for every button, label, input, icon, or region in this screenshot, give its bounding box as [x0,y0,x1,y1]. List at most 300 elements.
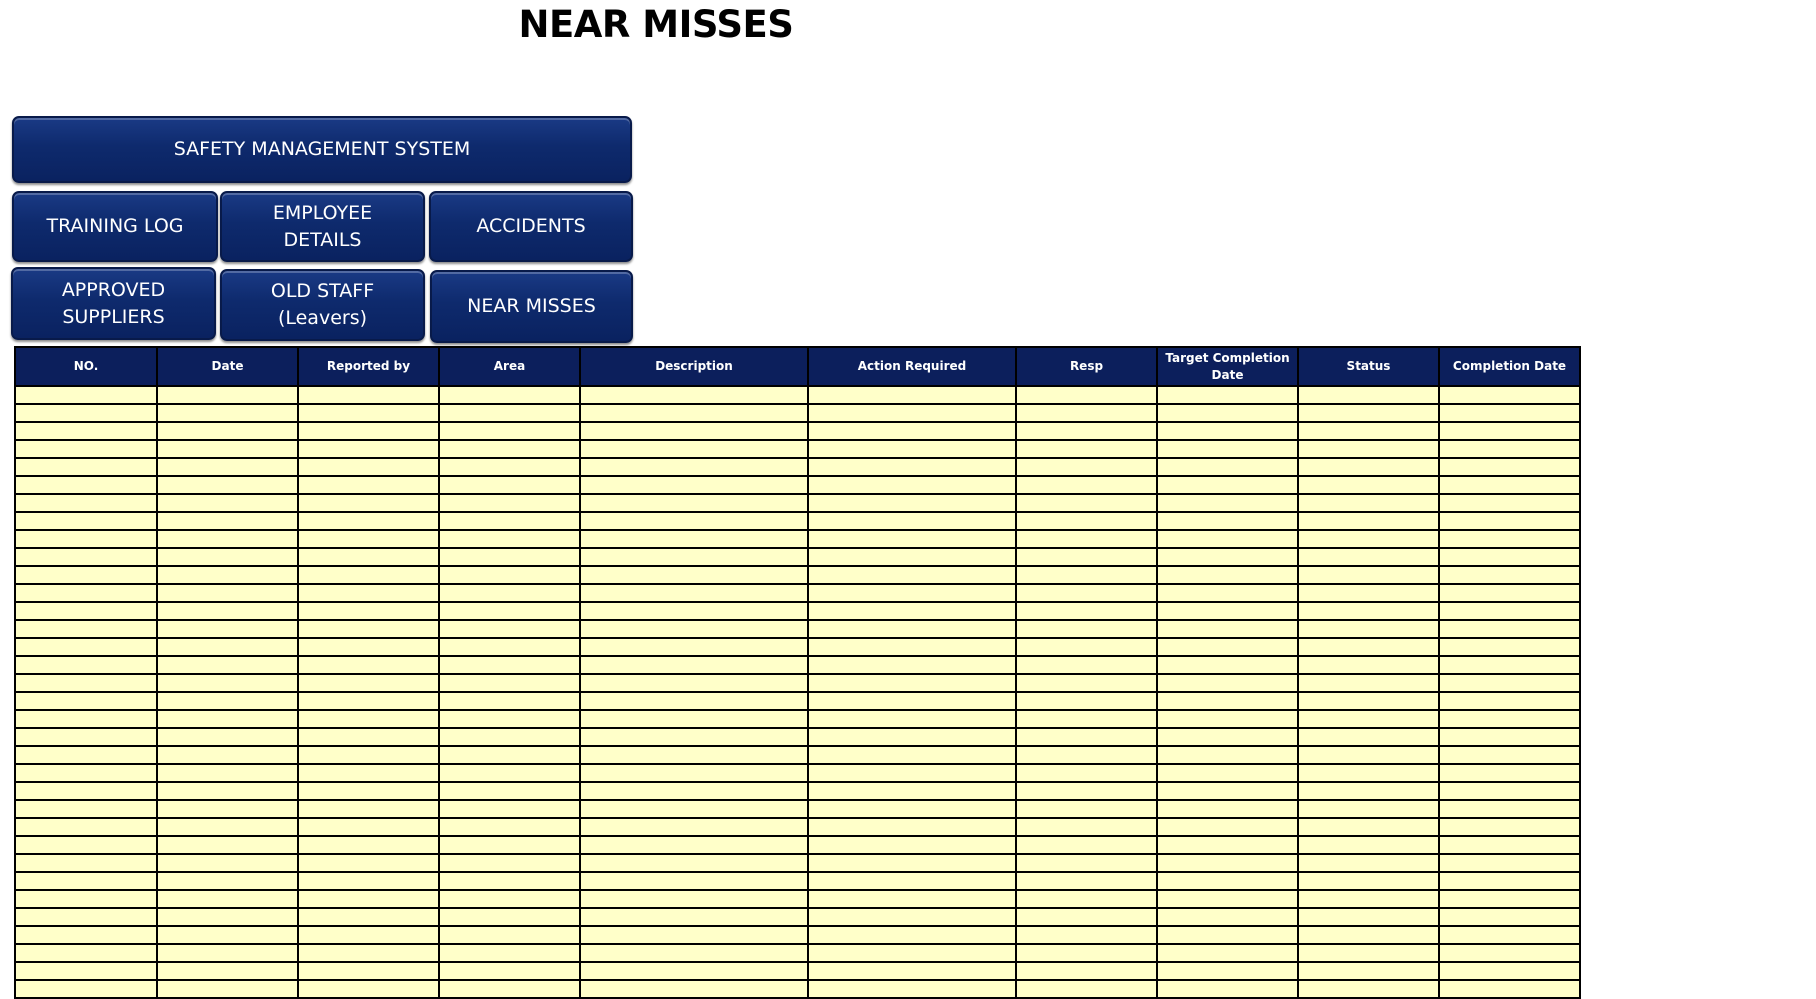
table-cell[interactable] [580,908,808,926]
table-cell[interactable] [298,818,439,836]
table-cell[interactable] [580,404,808,422]
table-cell[interactable] [1439,746,1580,764]
table-cell[interactable] [1157,944,1298,962]
table-cell[interactable] [1016,872,1157,890]
table-cell[interactable] [157,458,298,476]
table-cell[interactable] [808,890,1016,908]
table-cell[interactable] [1298,638,1439,656]
table-cell[interactable] [15,944,157,962]
table-cell[interactable] [808,566,1016,584]
table-cell[interactable] [157,728,298,746]
table-cell[interactable] [1439,620,1580,638]
table-cell[interactable] [298,728,439,746]
table-cell[interactable] [439,890,580,908]
table-cell[interactable] [298,620,439,638]
table-cell[interactable] [298,638,439,656]
table-cell[interactable] [157,764,298,782]
table-cell[interactable] [1439,458,1580,476]
table-cell[interactable] [1298,476,1439,494]
table-cell[interactable] [157,872,298,890]
table-cell[interactable] [298,404,439,422]
table-cell[interactable] [808,584,1016,602]
table-cell[interactable] [439,728,580,746]
table-cell[interactable] [1157,440,1298,458]
table-cell[interactable] [298,674,439,692]
table-cell[interactable] [808,458,1016,476]
table-cell[interactable] [439,782,580,800]
table-cell[interactable] [808,926,1016,944]
table-cell[interactable] [1157,728,1298,746]
table-cell[interactable] [298,494,439,512]
table-cell[interactable] [580,440,808,458]
table-cell[interactable] [1157,710,1298,728]
table-cell[interactable] [439,818,580,836]
table-cell[interactable] [157,584,298,602]
table-cell[interactable] [1016,512,1157,530]
table-cell[interactable] [1298,404,1439,422]
table-cell[interactable] [1016,530,1157,548]
table-cell[interactable] [439,512,580,530]
table-cell[interactable] [808,530,1016,548]
table-cell[interactable] [298,800,439,818]
table-cell[interactable] [15,404,157,422]
table-cell[interactable] [1016,800,1157,818]
table-cell[interactable] [15,656,157,674]
table-cell[interactable] [580,386,808,404]
table-cell[interactable] [1016,494,1157,512]
table-cell[interactable] [157,692,298,710]
table-cell[interactable] [808,800,1016,818]
table-cell[interactable] [1157,890,1298,908]
table-cell[interactable] [1298,386,1439,404]
table-cell[interactable] [1016,710,1157,728]
table-cell[interactable] [1157,836,1298,854]
table-cell[interactable] [439,548,580,566]
table-cell[interactable] [1439,656,1580,674]
table-cell[interactable] [157,440,298,458]
table-cell[interactable] [1298,800,1439,818]
table-cell[interactable] [580,458,808,476]
table-cell[interactable] [1298,944,1439,962]
table-cell[interactable] [1439,944,1580,962]
table-cell[interactable] [1157,584,1298,602]
table-cell[interactable] [298,782,439,800]
accidents-button[interactable]: ACCIDENTS [429,191,633,262]
table-cell[interactable] [1157,926,1298,944]
table-cell[interactable] [1439,926,1580,944]
table-cell[interactable] [1298,494,1439,512]
table-cell[interactable] [1298,602,1439,620]
table-cell[interactable] [580,620,808,638]
table-cell[interactable] [157,476,298,494]
table-cell[interactable] [1016,566,1157,584]
table-cell[interactable] [1157,512,1298,530]
table-cell[interactable] [580,854,808,872]
table-cell[interactable] [1439,422,1580,440]
table-cell[interactable] [1298,764,1439,782]
table-cell[interactable] [15,980,157,998]
table-cell[interactable] [1016,944,1157,962]
table-cell[interactable] [15,962,157,980]
table-cell[interactable] [1016,674,1157,692]
table-cell[interactable] [15,494,157,512]
table-cell[interactable] [1298,584,1439,602]
table-cell[interactable] [1439,836,1580,854]
table-cell[interactable] [808,872,1016,890]
table-cell[interactable] [157,908,298,926]
table-cell[interactable] [1016,548,1157,566]
table-cell[interactable] [808,818,1016,836]
table-cell[interactable] [1439,530,1580,548]
table-cell[interactable] [1298,746,1439,764]
table-cell[interactable] [808,404,1016,422]
table-cell[interactable] [298,944,439,962]
table-cell[interactable] [1298,926,1439,944]
table-cell[interactable] [15,476,157,494]
table-cell[interactable] [298,836,439,854]
table-cell[interactable] [1157,386,1298,404]
table-cell[interactable] [15,926,157,944]
table-cell[interactable] [1157,962,1298,980]
table-cell[interactable] [157,926,298,944]
table-cell[interactable] [1439,476,1580,494]
table-cell[interactable] [1298,674,1439,692]
table-cell[interactable] [439,584,580,602]
table-cell[interactable] [1439,638,1580,656]
table-cell[interactable] [1157,746,1298,764]
table-cell[interactable] [1157,872,1298,890]
table-cell[interactable] [1016,458,1157,476]
table-cell[interactable] [1157,908,1298,926]
table-cell[interactable] [15,386,157,404]
table-cell[interactable] [580,728,808,746]
table-cell[interactable] [439,764,580,782]
approved-suppliers-button[interactable]: APPROVED SUPPLIERS [11,267,216,340]
table-cell[interactable] [580,818,808,836]
table-cell[interactable] [808,980,1016,998]
table-cell[interactable] [157,674,298,692]
table-cell[interactable] [580,602,808,620]
table-cell[interactable] [1439,764,1580,782]
table-cell[interactable] [15,764,157,782]
table-cell[interactable] [157,638,298,656]
table-cell[interactable] [15,620,157,638]
table-cell[interactable] [808,764,1016,782]
table-cell[interactable] [1439,494,1580,512]
table-cell[interactable] [1157,980,1298,998]
table-cell[interactable] [1016,620,1157,638]
table-cell[interactable] [439,656,580,674]
table-cell[interactable] [298,440,439,458]
table-cell[interactable] [15,836,157,854]
table-cell[interactable] [298,908,439,926]
table-cell[interactable] [15,440,157,458]
table-cell[interactable] [1298,728,1439,746]
table-cell[interactable] [157,386,298,404]
table-cell[interactable] [298,530,439,548]
safety-management-system-button[interactable]: SAFETY MANAGEMENT SYSTEM [12,116,632,183]
table-cell[interactable] [439,638,580,656]
table-cell[interactable] [1157,422,1298,440]
table-cell[interactable] [1298,818,1439,836]
table-cell[interactable] [1439,566,1580,584]
table-cell[interactable] [1016,440,1157,458]
table-cell[interactable] [1439,584,1580,602]
table-cell[interactable] [1439,404,1580,422]
table-cell[interactable] [15,692,157,710]
table-cell[interactable] [439,872,580,890]
table-cell[interactable] [1016,422,1157,440]
table-cell[interactable] [1016,926,1157,944]
table-cell[interactable] [1016,728,1157,746]
table-cell[interactable] [1298,440,1439,458]
table-cell[interactable] [808,422,1016,440]
table-cell[interactable] [1298,890,1439,908]
table-cell[interactable] [580,962,808,980]
table-cell[interactable] [580,710,808,728]
table-cell[interactable] [580,548,808,566]
table-cell[interactable] [1298,656,1439,674]
table-cell[interactable] [808,512,1016,530]
table-cell[interactable] [439,962,580,980]
table-cell[interactable] [439,422,580,440]
table-cell[interactable] [15,746,157,764]
table-cell[interactable] [808,602,1016,620]
table-cell[interactable] [298,764,439,782]
table-cell[interactable] [298,980,439,998]
table-cell[interactable] [157,854,298,872]
table-cell[interactable] [1016,836,1157,854]
table-cell[interactable] [1157,782,1298,800]
employee-details-button[interactable]: EMPLOYEE DETAILS [220,191,425,262]
table-cell[interactable] [808,674,1016,692]
table-cell[interactable] [439,602,580,620]
table-cell[interactable] [157,530,298,548]
table-cell[interactable] [808,746,1016,764]
table-cell[interactable] [1016,476,1157,494]
table-cell[interactable] [808,638,1016,656]
table-cell[interactable] [15,422,157,440]
table-cell[interactable] [1016,656,1157,674]
table-cell[interactable] [808,728,1016,746]
table-cell[interactable] [1439,800,1580,818]
table-cell[interactable] [298,476,439,494]
table-cell[interactable] [808,908,1016,926]
table-cell[interactable] [1016,890,1157,908]
table-cell[interactable] [439,530,580,548]
table-cell[interactable] [1016,404,1157,422]
table-cell[interactable] [15,854,157,872]
table-cell[interactable] [15,584,157,602]
table-cell[interactable] [439,674,580,692]
table-cell[interactable] [1157,548,1298,566]
table-cell[interactable] [15,782,157,800]
table-cell[interactable] [157,566,298,584]
table-cell[interactable] [1439,512,1580,530]
table-cell[interactable] [1298,872,1439,890]
table-cell[interactable] [15,548,157,566]
table-cell[interactable] [1157,566,1298,584]
table-cell[interactable] [808,692,1016,710]
table-cell[interactable] [298,872,439,890]
table-cell[interactable] [580,692,808,710]
training-log-button[interactable]: TRAINING LOG [12,191,218,262]
table-cell[interactable] [15,566,157,584]
table-cell[interactable] [1298,980,1439,998]
table-cell[interactable] [439,926,580,944]
table-cell[interactable] [580,926,808,944]
table-cell[interactable] [298,926,439,944]
table-cell[interactable] [157,494,298,512]
table-cell[interactable] [1298,836,1439,854]
table-cell[interactable] [808,620,1016,638]
table-cell[interactable] [15,800,157,818]
table-cell[interactable] [1016,818,1157,836]
table-cell[interactable] [1298,458,1439,476]
table-cell[interactable] [157,962,298,980]
table-cell[interactable] [439,494,580,512]
table-cell[interactable] [1439,782,1580,800]
table-cell[interactable] [439,440,580,458]
table-cell[interactable] [1298,962,1439,980]
table-cell[interactable] [1157,674,1298,692]
table-cell[interactable] [580,746,808,764]
table-cell[interactable] [15,530,157,548]
table-cell[interactable] [1157,458,1298,476]
table-cell[interactable] [439,854,580,872]
table-cell[interactable] [580,872,808,890]
table-cell[interactable] [1298,782,1439,800]
table-cell[interactable] [157,818,298,836]
table-cell[interactable] [1157,692,1298,710]
table-cell[interactable] [580,422,808,440]
table-cell[interactable] [1016,602,1157,620]
table-cell[interactable] [1439,890,1580,908]
table-cell[interactable] [1298,548,1439,566]
table-cell[interactable] [1298,710,1439,728]
table-cell[interactable] [580,476,808,494]
table-cell[interactable] [1298,530,1439,548]
table-cell[interactable] [439,800,580,818]
table-cell[interactable] [1157,800,1298,818]
table-cell[interactable] [1439,980,1580,998]
table-cell[interactable] [298,890,439,908]
table-cell[interactable] [1439,710,1580,728]
table-cell[interactable] [1016,638,1157,656]
table-cell[interactable] [1016,854,1157,872]
table-cell[interactable] [1439,962,1580,980]
table-cell[interactable] [1439,440,1580,458]
table-cell[interactable] [439,944,580,962]
table-cell[interactable] [157,620,298,638]
table-cell[interactable] [1016,782,1157,800]
table-cell[interactable] [808,836,1016,854]
table-cell[interactable] [15,908,157,926]
table-cell[interactable] [1439,818,1580,836]
table-cell[interactable] [1298,854,1439,872]
table-cell[interactable] [580,764,808,782]
table-cell[interactable] [580,800,808,818]
table-cell[interactable] [298,602,439,620]
table-cell[interactable] [439,386,580,404]
table-cell[interactable] [580,674,808,692]
table-cell[interactable] [1439,386,1580,404]
table-cell[interactable] [808,386,1016,404]
table-cell[interactable] [1298,566,1439,584]
table-cell[interactable] [15,458,157,476]
table-cell[interactable] [298,548,439,566]
table-cell[interactable] [1298,908,1439,926]
table-cell[interactable] [580,512,808,530]
table-cell[interactable] [439,566,580,584]
table-cell[interactable] [1157,404,1298,422]
table-cell[interactable] [1016,692,1157,710]
table-cell[interactable] [1439,728,1580,746]
table-cell[interactable] [1157,656,1298,674]
table-cell[interactable] [157,836,298,854]
table-cell[interactable] [1016,386,1157,404]
table-cell[interactable] [157,980,298,998]
table-cell[interactable] [439,908,580,926]
table-cell[interactable] [1298,422,1439,440]
table-cell[interactable] [1439,854,1580,872]
table-cell[interactable] [580,782,808,800]
table-cell[interactable] [1439,908,1580,926]
table-cell[interactable] [1439,548,1580,566]
table-cell[interactable] [439,458,580,476]
table-cell[interactable] [298,566,439,584]
table-cell[interactable] [1157,602,1298,620]
table-cell[interactable] [15,710,157,728]
table-cell[interactable] [439,692,580,710]
table-cell[interactable] [15,512,157,530]
table-cell[interactable] [157,890,298,908]
table-cell[interactable] [298,854,439,872]
table-cell[interactable] [157,602,298,620]
table-cell[interactable] [298,386,439,404]
table-cell[interactable] [157,422,298,440]
table-cell[interactable] [1157,530,1298,548]
table-cell[interactable] [439,746,580,764]
table-cell[interactable] [15,602,157,620]
table-cell[interactable] [15,674,157,692]
table-cell[interactable] [580,638,808,656]
table-cell[interactable] [808,476,1016,494]
table-cell[interactable] [1298,620,1439,638]
table-cell[interactable] [157,512,298,530]
table-cell[interactable] [157,548,298,566]
table-cell[interactable] [1298,692,1439,710]
table-cell[interactable] [808,710,1016,728]
table-cell[interactable] [157,656,298,674]
table-cell[interactable] [808,782,1016,800]
table-cell[interactable] [1439,872,1580,890]
table-cell[interactable] [15,818,157,836]
table-cell[interactable] [1157,818,1298,836]
table-cell[interactable] [1157,620,1298,638]
table-cell[interactable] [1016,764,1157,782]
table-cell[interactable] [1016,962,1157,980]
table-cell[interactable] [157,944,298,962]
table-cell[interactable] [439,476,580,494]
old-staff-leavers-button[interactable]: OLD STAFF (Leavers) [220,269,425,341]
table-cell[interactable] [1016,746,1157,764]
table-cell[interactable] [157,404,298,422]
table-cell[interactable] [580,566,808,584]
table-cell[interactable] [15,728,157,746]
table-cell[interactable] [298,584,439,602]
table-cell[interactable] [808,854,1016,872]
